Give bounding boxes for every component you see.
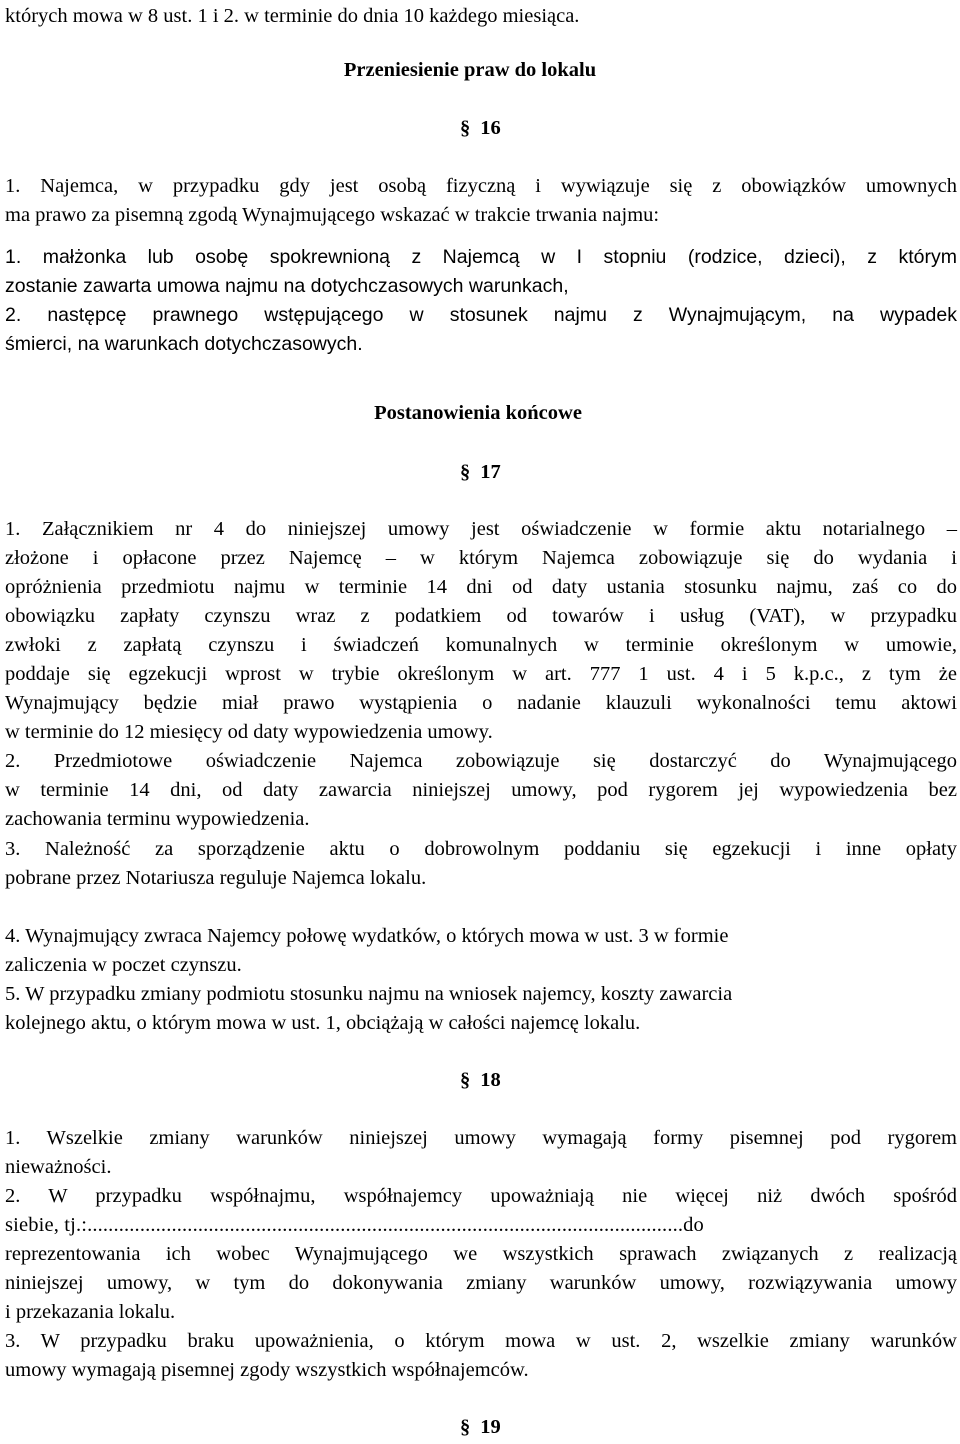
text-line: 1. małżonka lub osobę spokrewnioną z Najemcą w I stopniu (rodzice, dzieci), z którym [5,246,957,268]
text-line: zaliczenia w poczet czynszu. [5,954,242,976]
text-line: 1. Załącznikiem nr 4 do niniejszej umowy jest oświadczenie w formie aktu notarialnego – [5,518,957,540]
text-line: nieważności. [5,1156,112,1178]
paragraph-number-value: 18 [480,1069,501,1091]
text-line: których mowa w 8 ust. 1 i 2. w terminie do dnia 10 każdego miesiąca. [5,5,580,27]
section-heading: Przeniesienie praw do lokalu [343,59,597,81]
text-line: niniejszej umowy, w tym do dokonywania zmiany warunków umowy, rozwiązywania umowy [5,1272,957,1294]
text-line: 2. W przypadku współnajmu, współnajemcy upoważniają nie więcej niż dwóch spośród [5,1185,957,1207]
text-line: zachowania terminu wypowiedzenia. [5,808,310,830]
text-line: 3. W przypadku braku upoważnienia, o którym mowa w ust. 2, wszelkie zmiany warunków [5,1330,957,1352]
paragraph-number-value: 19 [480,1416,501,1438]
paragraph-number-value: 16 [480,117,501,139]
section-symbol: § [460,117,471,139]
section-symbol: § [460,1069,471,1091]
text-line: kolejnego aktu, o którym mowa w ust. 1, obciążają w całości najemcę lokalu. [5,1012,641,1034]
paragraph-number [460,458,501,486]
text-line: reprezentowania ich wobec Wynajmującego we wszystkich sprawach związanych z realizacją [5,1243,957,1265]
text-line: siebie, tj.:.................................................................................................................do [5,1214,704,1236]
text-line: 4. Wynajmujący zwraca Najemcy połowę wydatków, o których mowa w ust. 3 w formie [5,925,729,947]
paragraph-number [460,1066,501,1094]
text-line: zwłoki z zapłatą czynszu i świadczeń komunalnych w terminie określonym w umowie, [5,634,957,656]
text-line: 1. Najemca, w przypadku gdy jest osobą fizyczną i wywiązuje się z obowiązków umownych [5,175,957,197]
text-line: i przekazania lokalu. [5,1301,176,1323]
text-line: 3. Należność za sporządzenie aktu o dobrowolnym poddaniu się egzekucji i inne opłaty [5,838,957,860]
text-line: Wynajmujący będzie miał prawo wystąpienia o nadanie klauzuli wykonalności temu aktowi [5,692,957,714]
text-line: ma prawo za pisemną zgodą Wynajmującego wskazać w trakcie trwania najmu: [5,204,660,226]
text-line: opróżnienia przedmiotu najmu w terminie 14 dni od daty ustania stosunku najmu, zaś co do [5,576,957,598]
paragraph-number [460,114,501,142]
text-line: zostanie zawarta umowa najmu na dotychczasowych warunkach, [5,275,569,297]
text-line: w terminie do 12 miesięcy od daty wypowiedzenia umowy. [5,721,493,743]
section-heading: Postanowienia końcowe [374,402,582,424]
text-line: w terminie 14 dni, od daty zawarcia niniejszej umowy, pod rygorem jej wypowiedzenia bez [5,779,957,801]
text-line: 1. Wszelkie zmiany warunków niniejszej umowy wymagają formy pisemnej pod rygorem [5,1127,957,1149]
paragraph-number [460,1413,501,1441]
text-line: umowy wymagają pisemnej zgody wszystkich współnajemców. [5,1359,529,1381]
text-line: 2. następcę prawnego wstępującego w stosunek najmu z Wynajmującym, na wypadek [5,304,957,326]
section-symbol: § [460,461,471,483]
paragraph-number-value: 17 [480,461,501,483]
text-line: obowiązku zapłaty czynszu wraz z podatkiem od towarów i usług (VAT), w przypadku [5,605,957,627]
text-line: 5. W przypadku zmiany podmiotu stosunku najmu na wniosek najemcy, koszty zawarcia [5,983,733,1005]
text-line: 2. Przedmiotowe oświadczenie Najemca zobowiązuje się dostarczyć do Wynajmującego [5,750,957,772]
section-symbol: § [460,1416,471,1438]
text-line: poddaje się egzekucji wprost w trybie określonym w art. 777 1 ust. 4 i 5 k.p.c., z tym że [5,663,957,685]
text-line: śmierci, na warunkach dotychczasowych. [5,333,363,355]
text-line: pobrane przez Notariusza reguluje Najemca lokalu. [5,867,427,889]
text-line: złożone i opłacone przez Najemcę – w którym Najemca zobowiązuje się do wydania i [5,547,957,569]
